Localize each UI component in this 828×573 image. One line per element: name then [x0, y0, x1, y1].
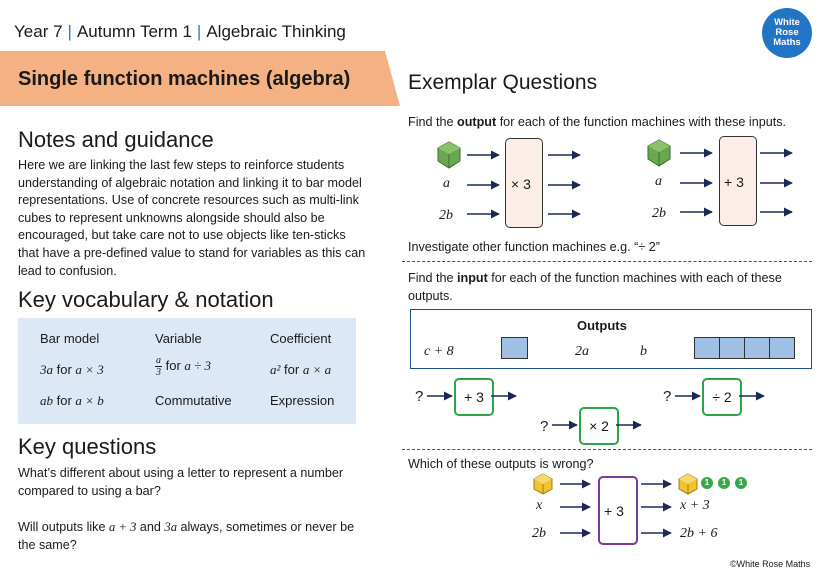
- question-mark-1: ?: [415, 388, 424, 405]
- white-rose-maths-logo: White Rose Maths: [762, 8, 812, 58]
- vocab-ab: ab for a × b: [40, 393, 104, 408]
- counter-one-3: 1: [735, 477, 747, 489]
- arrows-in-1: [467, 145, 502, 225]
- header-topic: Algebraic Thinking: [206, 22, 346, 41]
- output-bar-4: [769, 337, 795, 359]
- output-2a: 2a: [575, 344, 589, 359]
- machine-plus-3: + 3: [454, 378, 494, 416]
- outputs-label: Outputs: [577, 318, 627, 333]
- key-questions-heading: Key questions: [18, 434, 157, 459]
- cube-icon-yellow: [678, 473, 698, 495]
- arrow: [616, 417, 644, 433]
- output-c-plus-8: c + 8: [424, 344, 454, 359]
- arrow: [427, 388, 455, 404]
- notes-heading: Notes and guidance: [18, 127, 214, 152]
- vocab-a-over-3: $\frac{a}{3}$ for a ÷ 3: [156, 355, 212, 378]
- exemplar-q3-text: Which of these outputs is wrong?: [408, 457, 594, 471]
- arrow: [675, 388, 703, 404]
- vocab-a-squared: a² for a × a: [270, 362, 332, 377]
- divider: [402, 449, 812, 450]
- input-2b-2: 2b: [652, 206, 666, 221]
- key-question-1: What’s different about using a letter to represent a number compared to using a bar?: [18, 466, 344, 498]
- exemplar-q2-text: Find the input for each of the function machines with each of these outputs.: [408, 271, 782, 303]
- output-x-plus-3: x + 3: [680, 498, 710, 513]
- output-bar-2: [719, 337, 745, 359]
- input-a-2: a: [655, 174, 662, 189]
- machine-op-plus-3-b: + 3: [604, 503, 624, 519]
- cube-icon-yellow: [533, 473, 553, 495]
- arrow: [739, 388, 767, 404]
- input-x: x: [536, 498, 543, 513]
- output-bar-1: [694, 337, 720, 359]
- arrows-out-3: [641, 476, 675, 540]
- machine-div-2: ÷ 2: [702, 378, 742, 416]
- counter-one-2: 1: [718, 477, 730, 489]
- notes-text: Here we are linking the last few steps to reinforce students understanding of algebraic notation and linking it to bar model representations. Use of concrete resources such as multi-link cubes to represent unknowns alongside should also be encouraged, but take care not to use objects like ten-sticks that have a pre-defined value to stand for variables as this can lead to confusion.: [18, 158, 366, 278]
- cube-icon: [646, 139, 672, 167]
- key-question-2: Will outputs like a + 3 and 3a always, sometimes or never be the same?: [18, 520, 355, 552]
- input-2b-3: 2b: [532, 526, 546, 541]
- output-bar-3: [744, 337, 770, 359]
- header-year: Year 7: [14, 22, 63, 41]
- question-mark-3: ?: [663, 388, 672, 405]
- arrows-out-1: [548, 145, 583, 225]
- copyright: ©White Rose Maths: [730, 559, 811, 569]
- machine-op-times-3: × 3: [511, 176, 531, 192]
- vocab-variable: Variable: [155, 331, 202, 346]
- vocab-expression: Expression: [270, 393, 335, 408]
- question-mark-2: ?: [540, 418, 549, 435]
- arrows-in-2: [680, 143, 715, 223]
- output-2b-plus-6: 2b + 6: [680, 526, 718, 541]
- page-title: Single function machines (algebra): [18, 68, 351, 90]
- investigate-text: Investigate other function machines e.g. “÷ 2”: [408, 240, 660, 254]
- counter-one-1: 1: [701, 477, 713, 489]
- vocab-commutative: Commutative: [155, 393, 232, 408]
- header-breadcrumb: Year 7 | Autumn Term 1 | Algebraic Thinking: [14, 22, 346, 41]
- vocab-coefficient: Coefficient: [270, 331, 332, 346]
- exemplar-q1-text: Find the output for each of the function machines with these inputs.: [408, 115, 787, 129]
- input-a: a: [443, 176, 450, 191]
- header-term: Autumn Term 1: [76, 22, 192, 41]
- vocab-heading: Key vocabulary & notation: [18, 287, 274, 312]
- exemplar-heading: Exemplar Questions: [408, 71, 598, 94]
- arrows-out-2: [760, 143, 795, 223]
- machine-times-2: × 2: [579, 407, 619, 445]
- output-bar-single: [501, 337, 528, 359]
- vocab-3a: 3a for a × 3: [40, 362, 104, 377]
- vocab-bar-model: Bar model: [40, 331, 100, 346]
- cube-icon: [436, 141, 462, 169]
- arrow: [491, 388, 519, 404]
- arrows-in-3: [560, 476, 594, 540]
- machine-op-plus-3: + 3: [724, 174, 744, 190]
- arrow: [552, 417, 580, 433]
- input-2b: 2b: [439, 208, 453, 223]
- output-b: b: [640, 344, 647, 359]
- divider: [402, 261, 812, 262]
